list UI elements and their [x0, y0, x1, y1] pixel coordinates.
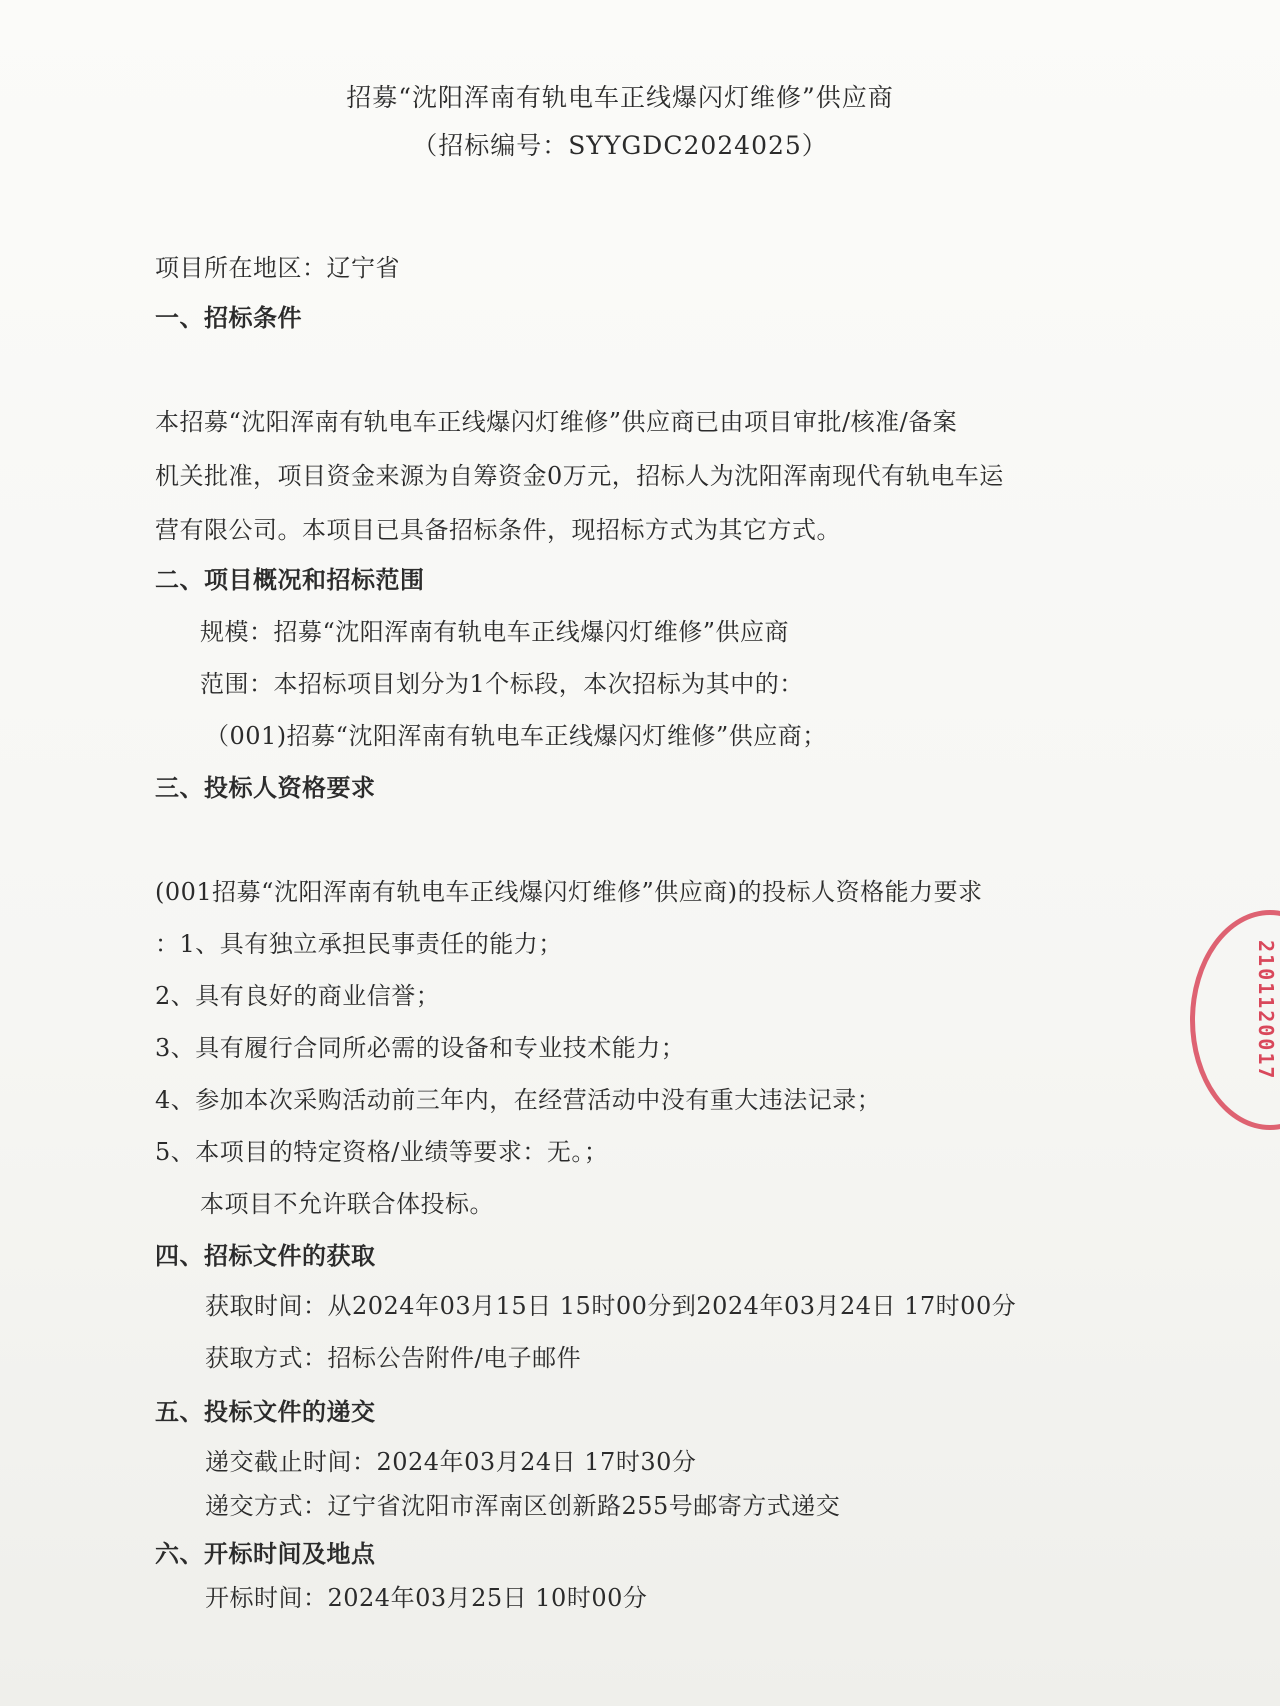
obtain-time: 获取时间：从2024年03月15日 15时00分到2024年03月24日 17时00分 — [205, 1292, 1017, 1320]
lot-line: （001)招募“沈阳浑南有轨电车正线爆闪灯维修”供应商； — [205, 722, 827, 750]
requirement-item: 3、具有履行合同所必需的设备和专业技术能力； — [155, 1034, 686, 1062]
opening-time: 开标时间：2024年03月25日 10时00分 — [205, 1584, 648, 1612]
requirement-item: 4、参加本次采购活动前三年内，在经营活动中没有重大违法记录； — [155, 1086, 882, 1114]
requirement-item: 2、具有良好的商业信誉； — [155, 982, 441, 1010]
project-region: 项目所在地区：辽宁省 — [155, 254, 400, 282]
consortium-note: 本项目不允许联合体投标。 — [200, 1190, 494, 1218]
document-title: 招募“沈阳浑南有轨电车正线爆闪灯维修”供应商 — [346, 83, 894, 112]
bid-number: （招标编号：SYYGDC2024025） — [412, 131, 828, 160]
section-heading-2: 二、项目概况和招标范围 — [155, 566, 425, 594]
section-heading-5: 五、投标文件的递交 — [155, 1398, 376, 1426]
section-heading-6: 六、开标时间及地点 — [155, 1540, 376, 1568]
requirement-item: ：1、具有独立承担民事责任的能力； — [155, 930, 563, 958]
section-heading-3: 三、投标人资格要求 — [155, 774, 376, 802]
submit-method: 递交方式：辽宁省沈阳市浑南区创新路255号邮寄方式递交 — [205, 1492, 841, 1520]
section-heading-1: 一、招标条件 — [155, 304, 302, 332]
scale-line: 规模：招募“沈阳浑南有轨电车正线爆闪灯维修”供应商 — [200, 618, 790, 646]
requirement-item: 5、本项目的特定资格/业绩等要求：无。； — [155, 1138, 609, 1166]
section-heading-4: 四、招标文件的获取 — [155, 1242, 376, 1270]
submit-deadline: 递交截止时间：2024年03月24日 17时30分 — [205, 1448, 697, 1476]
paragraph-line: 本招募“沈阳浑南有轨电车正线爆闪灯维修”供应商已由项目审批/核准/备案 — [155, 408, 958, 436]
seal-code: 2101120017 — [1254, 940, 1278, 1081]
scope-line: 范围：本招标项目划分为1个标段，本次招标为其中的： — [200, 670, 804, 698]
obtain-method: 获取方式：招标公告附件/电子邮件 — [205, 1344, 582, 1372]
paragraph-line: 营有限公司。本项目已具备招标条件，现招标方式为其它方式。 — [155, 516, 841, 544]
qualification-intro: (001招募“沈阳浑南有轨电车正线爆闪灯维修”供应商)的投标人资格能力要求 — [155, 878, 983, 906]
paragraph-line: 机关批准，项目资金来源为自筹资金0万元，招标人为沈阳浑南现代有轨电车运 — [155, 462, 1004, 490]
